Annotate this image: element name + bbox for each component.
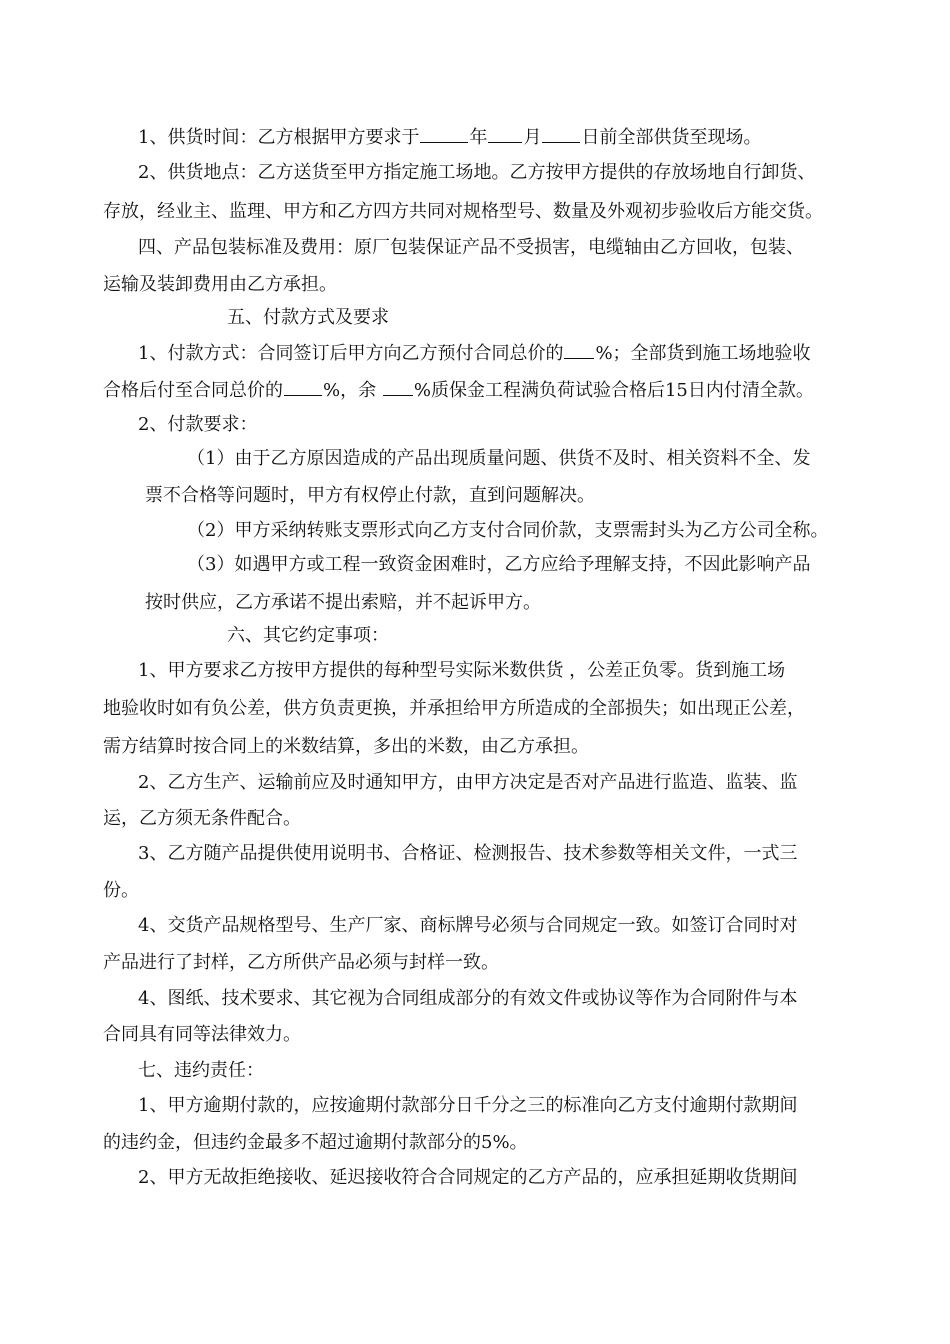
requirement-2: （2）甲方采纳转账支票形式向乙方支付合同价款，支票需封头为乙方公司全称。 (187, 520, 829, 541)
section-heading-liability: 七、违约责任： (138, 1060, 264, 1081)
year-blank (420, 124, 468, 143)
other-item-5-line-2: 合同具有同等法律效力。 (103, 1024, 301, 1045)
requirement-3-line-1: （3）如遇甲方或工程一致资金困难时，乙方应给予理解支持，不因此影响产品 (187, 554, 811, 575)
payment-requirements-label: 2、付款要求： (138, 414, 258, 435)
liability-1-line-2: 的违约金，但违约金最多不超过逾期付款部分的5%。 (103, 1132, 528, 1153)
section-heading-other: 六、其它约定事项： (227, 625, 389, 646)
prepay-percent-blank (564, 340, 594, 359)
supply-place-line-2: 存放，经业主、监理、甲方和乙方四方共同对规格型号、数量及外观初步验收后方能交货。 (103, 201, 823, 222)
supply-time-line: 1、供货时间：乙方根据甲方要求于 年 月 日前全部供货至现场。 (138, 124, 761, 151)
liability-1-line-1: 1、甲方逾期付款的，应按逾期付款部分日千分之三的标准向乙方支付逾期付款期间 (138, 1095, 798, 1116)
liability-2-line-1: 2、甲方无故拒绝接收、延迟接收符合合同规定的乙方产品的，应承担延期收货期间 (138, 1167, 798, 1188)
packaging-line-2: 运输及装卸费用由乙方承担。 (103, 274, 337, 295)
requirement-1-line-1: （1）由于乙方原因造成的产品出现质量问题、供货不及时、相关资料不全、发 (187, 448, 811, 469)
other-item-3-line-1: 3、乙方随产品提供使用说明书、合格证、检测报告、技术参数等相关文件，一式三 (138, 843, 798, 864)
other-item-1-line-2: 地验收时如有负公差，供方负责更换，并承担给甲方所造成的全部损失；如出现正公差， (103, 698, 805, 719)
pay-percent-blank (284, 377, 322, 396)
month-blank (488, 124, 522, 143)
payment-method-line-2: 合格后付至合同总价的 %，余 %质保金工程满负荷试验合格后15日内付清全款。 (103, 377, 814, 404)
supply-place-line-1: 2、供货地点：乙方送货至甲方指定施工场地。乙方按甲方提供的存放场地自行卸货、 (138, 162, 816, 183)
retention-percent-blank (383, 377, 413, 396)
other-item-2-line-2: 运，乙方须无条件配合。 (103, 808, 301, 829)
other-item-5-line-1: 4、图纸、技术要求、其它视为合同组成部分的有效文件或协议等作为合同附件与本 (138, 988, 798, 1009)
day-blank (542, 124, 580, 143)
payment-method-line-1: 1、付款方式：合同签订后甲方向乙方预付合同总价的 %；全部货到施工场地验收 (138, 340, 811, 367)
section-heading-payment: 五、付款方式及要求 (227, 307, 389, 328)
other-item-3-line-2: 份。 (103, 880, 139, 901)
other-item-4-line-2: 产品进行了封样，乙方所供产品必须与封样一致。 (103, 952, 499, 973)
packaging-line-1: 四、产品包装标准及费用：原厂包装保证产品不受损害，电缆轴由乙方回收，包装、 (138, 237, 804, 258)
requirement-1-line-2: 票不合格等问题时，甲方有权停止付款，直到问题解决。 (145, 485, 595, 506)
other-item-2-line-1: 2、乙方生产、运输前应及时通知甲方，由甲方决定是否对产品进行监造、监装、监 (138, 772, 798, 793)
other-item-1-line-3: 需方结算时按合同上的米数结算，多出的米数，由乙方承担。 (103, 736, 589, 757)
other-item-4-line-1: 4、交货产品规格型号、生产厂家、商标牌号必须与合同规定一致。如签订合同时对 (138, 915, 798, 936)
requirement-3-line-2: 按时供应，乙方承诺不提出索赔，并不起诉甲方。 (145, 592, 541, 613)
other-item-1-line-1: 1、甲方要求乙方按甲方提供的每种型号实际米数供货 ，公差正负零。货到施工场 (138, 660, 786, 681)
